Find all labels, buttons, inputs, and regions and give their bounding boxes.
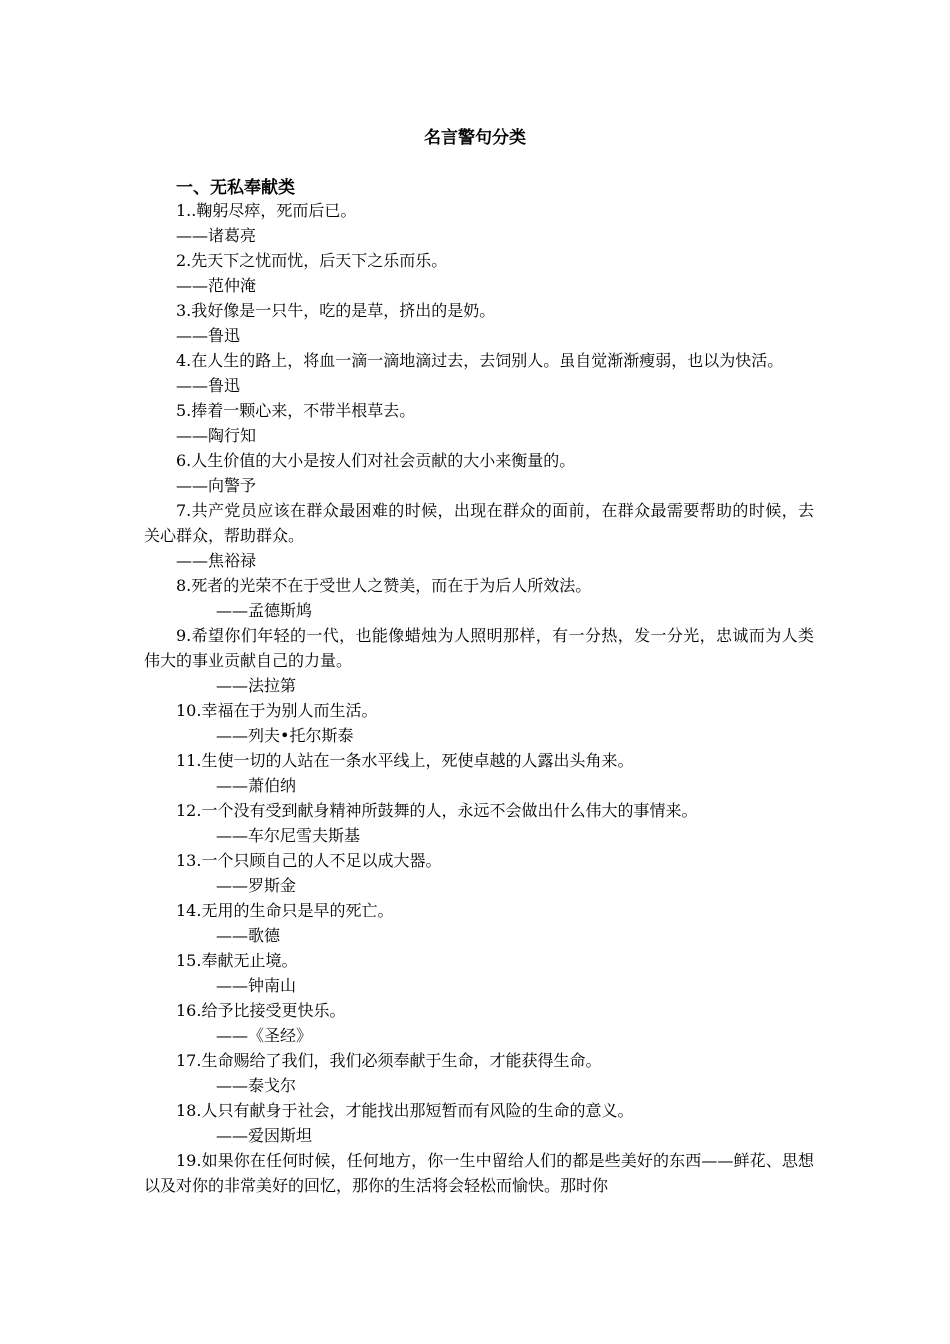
quote-text: 7.共产党员应该在群众最困难的时候，出现在群众的面前，在群众最需要帮助的时候，去关心群众，帮助群众。 — [144, 501, 814, 545]
quote-author: ——向警予 — [176, 476, 257, 495]
quote-author: ——焦裕禄 — [176, 551, 257, 570]
quote-author: ——孟德斯鸠 — [216, 601, 313, 620]
quote-author: ——泰戈尔 — [216, 1076, 297, 1095]
quote-author: ——鲁迅 — [176, 326, 241, 345]
quote-text: 10.幸福在于为别人而生活。 — [176, 701, 378, 720]
quote-text: 9.希望你们年轻的一代，也能像蜡烛为人照明那样，有一分热，发一分光，忠诚而为人类伟大的事业贡献自己的力量。 — [144, 626, 814, 670]
quote-author: ——《圣经》 — [216, 1026, 313, 1045]
quote-text: 19.如果你在任何时候，任何地方，你一生中留给人们的都是些美好的东西——鲜花、思想以及对你的非常美好的回忆，那你的生活将会轻松而愉快。那时你 — [144, 1151, 814, 1195]
quote-text: 1..鞠躬尽瘁，死而后已。 — [176, 201, 357, 220]
quote-author: ——列夫•托尔斯泰 — [216, 726, 354, 745]
quote-text: 12.一个没有受到献身精神所鼓舞的人，永远不会做出什么伟大的事情来。 — [176, 801, 698, 820]
quote-author: ——车尔尼雪夫斯基 — [216, 826, 361, 845]
quote-text: 5.捧着一颗心来，不带半根草去。 — [176, 401, 416, 420]
quote-text: 16.给予比接受更快乐。 — [176, 1001, 346, 1020]
quote-text: 18.人只有献身于社会，才能找出那短暂而有风险的生命的意义。 — [176, 1101, 634, 1120]
quote-author: ——诸葛亮 — [176, 226, 257, 245]
quote-text: 4.在人生的路上，将血一滴一滴地滴过去，去饲别人。虽自觉渐渐瘦弱，也以为快活。 — [176, 351, 784, 370]
quote-author: ——歌德 — [216, 926, 281, 945]
quote-author: ——范仲淹 — [176, 276, 257, 295]
quote-author: ——萧伯纳 — [216, 776, 297, 795]
quote-author: ——爱因斯坦 — [216, 1126, 313, 1145]
quote-text: 8.死者的光荣不在于受世人之赞美，而在于为后人所效法。 — [176, 576, 592, 595]
quote-list — [144, 198, 814, 1198]
quote-author: ——罗斯金 — [216, 876, 297, 895]
quote-author: ——鲁迅 — [176, 376, 241, 395]
quote-text: 2.先天下之忧而忧，后天下之乐而乐。 — [176, 251, 448, 270]
quote-author: ——陶行知 — [176, 426, 257, 445]
document-title: 名言警句分类 — [424, 128, 526, 148]
quote-text: 6.人生价值的大小是按人们对社会贡献的大小来衡量的。 — [176, 451, 576, 470]
quote-text: 15.奉献无止境。 — [176, 951, 298, 970]
quote-text: 17.生命赐给了我们，我们必须奉献于生命，才能获得生命。 — [176, 1051, 602, 1070]
quote-text: 13.一个只顾自己的人不足以成大器。 — [176, 851, 442, 870]
quote-text: 14.无用的生命只是早的死亡。 — [176, 901, 394, 920]
quote-text: 3.我好像是一只牛，吃的是草，挤出的是奶。 — [176, 301, 496, 320]
section-heading: 一、无私奉献类 — [176, 178, 295, 198]
quote-author: ——法拉第 — [216, 676, 297, 695]
quote-author: ——钟南山 — [216, 976, 297, 995]
quote-text: 11.生使一切的人站在一条水平线上，死使卓越的人露出头角来。 — [176, 751, 634, 770]
